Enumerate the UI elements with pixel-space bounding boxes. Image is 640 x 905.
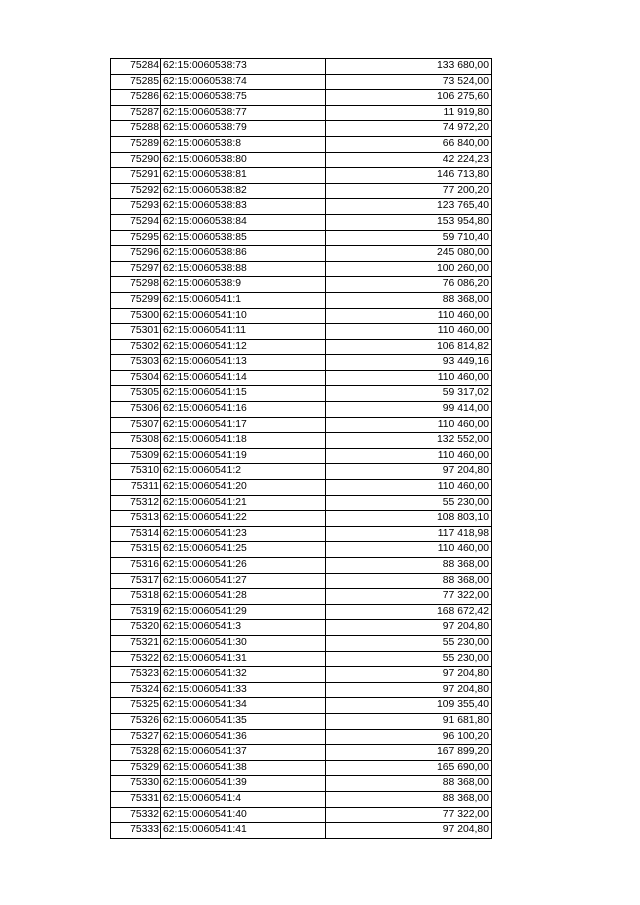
cadastral-number-cell: 62:15:0060541:2: [161, 464, 326, 480]
row-number-cell: 75298: [111, 277, 161, 293]
row-number-cell: 75285: [111, 74, 161, 90]
row-number-cell: 75294: [111, 214, 161, 230]
value-cell: 108 803,10: [326, 511, 492, 527]
value-cell: 153 954,80: [326, 214, 492, 230]
row-number-cell: 75331: [111, 791, 161, 807]
cadastral-number-cell: 62:15:0060541:22: [161, 511, 326, 527]
value-cell: 110 460,00: [326, 448, 492, 464]
cadastral-number-cell: 62:15:0060541:33: [161, 682, 326, 698]
table-row: [111, 776, 492, 792]
table-row: [111, 604, 492, 620]
value-cell: 110 460,00: [326, 324, 492, 340]
table-row: [111, 214, 492, 230]
table-row: [111, 667, 492, 683]
value-cell: 97 204,80: [326, 823, 492, 839]
row-number-cell: 75327: [111, 729, 161, 745]
value-cell: 11 919,80: [326, 105, 492, 121]
row-number-cell: 75297: [111, 261, 161, 277]
row-number-cell: 75328: [111, 745, 161, 761]
value-cell: 146 713,80: [326, 168, 492, 184]
value-cell: 168 672,42: [326, 604, 492, 620]
table-row: [111, 74, 492, 90]
table-row: [111, 136, 492, 152]
value-cell: 96 100,20: [326, 729, 492, 745]
value-cell: 110 460,00: [326, 370, 492, 386]
row-number-cell: 75295: [111, 230, 161, 246]
row-number-cell: 75321: [111, 635, 161, 651]
value-cell: 77 200,20: [326, 183, 492, 199]
cadastral-number-cell: 62:15:0060541:20: [161, 480, 326, 496]
value-cell: 88 368,00: [326, 776, 492, 792]
value-cell: 133 680,00: [326, 59, 492, 75]
cadastral-number-cell: 62:15:0060538:77: [161, 105, 326, 121]
row-number-cell: 75316: [111, 558, 161, 574]
cadastral-number-cell: 62:15:0060541:40: [161, 807, 326, 823]
cadastral-number-cell: 62:15:0060541:16: [161, 402, 326, 418]
cadastral-number-cell: 62:15:0060541:27: [161, 573, 326, 589]
cadastral-number-cell: 62:15:0060541:31: [161, 651, 326, 667]
row-number-cell: 75319: [111, 604, 161, 620]
table-row: [111, 635, 492, 651]
row-number-cell: 75304: [111, 370, 161, 386]
row-number-cell: 75313: [111, 511, 161, 527]
value-cell: 117 418,98: [326, 526, 492, 542]
value-cell: 55 230,00: [326, 495, 492, 511]
table-row: [111, 433, 492, 449]
table-row: [111, 417, 492, 433]
cadastral-number-cell: 62:15:0060541:37: [161, 745, 326, 761]
table-row: [111, 558, 492, 574]
cadastral-number-cell: 62:15:0060541:28: [161, 589, 326, 605]
cadastral-number-cell: 62:15:0060541:13: [161, 355, 326, 371]
row-number-cell: 75324: [111, 682, 161, 698]
table-row: [111, 121, 492, 137]
table-row: [111, 542, 492, 558]
cadastral-number-cell: 62:15:0060538:86: [161, 246, 326, 262]
value-cell: 132 552,00: [326, 433, 492, 449]
row-number-cell: 75299: [111, 292, 161, 308]
value-cell: 165 690,00: [326, 760, 492, 776]
value-cell: 97 204,80: [326, 620, 492, 636]
row-number-cell: 75329: [111, 760, 161, 776]
cadastral-number-cell: 62:15:0060541:23: [161, 526, 326, 542]
cadastral-number-cell: 62:15:0060538:80: [161, 152, 326, 168]
value-cell: 59 317,02: [326, 386, 492, 402]
row-number-cell: 75302: [111, 339, 161, 355]
cadastral-number-cell: 62:15:0060538:88: [161, 261, 326, 277]
cadastral-number-cell: 62:15:0060538:83: [161, 199, 326, 215]
value-cell: 99 414,00: [326, 402, 492, 418]
value-cell: 245 080,00: [326, 246, 492, 262]
cadastral-number-cell: 62:15:0060538:82: [161, 183, 326, 199]
row-number-cell: 75309: [111, 448, 161, 464]
value-cell: 106 814,82: [326, 339, 492, 355]
table-row: [111, 261, 492, 277]
value-cell: 110 460,00: [326, 480, 492, 496]
row-number-cell: 75284: [111, 59, 161, 75]
table-row: [111, 495, 492, 511]
table-row: [111, 823, 492, 839]
table-row: [111, 152, 492, 168]
table-row: [111, 589, 492, 605]
table-row: [111, 791, 492, 807]
table-row: [111, 168, 492, 184]
cadastral-number-cell: 62:15:0060541:14: [161, 370, 326, 386]
value-cell: 91 681,80: [326, 713, 492, 729]
cadastral-number-cell: 62:15:0060541:17: [161, 417, 326, 433]
row-number-cell: 75326: [111, 713, 161, 729]
value-cell: 66 840,00: [326, 136, 492, 152]
table-row: [111, 620, 492, 636]
value-cell: 88 368,00: [326, 558, 492, 574]
row-number-cell: 75307: [111, 417, 161, 433]
value-cell: 42 224,23: [326, 152, 492, 168]
value-cell: 123 765,40: [326, 199, 492, 215]
table-row: [111, 448, 492, 464]
cadastral-number-cell: 62:15:0060538:85: [161, 230, 326, 246]
cadastral-number-cell: 62:15:0060541:10: [161, 308, 326, 324]
cadastral-number-cell: 62:15:0060541:29: [161, 604, 326, 620]
cadastral-value-table: [110, 58, 492, 839]
cadastral-number-cell: 62:15:0060541:26: [161, 558, 326, 574]
value-cell: 88 368,00: [326, 292, 492, 308]
cadastral-number-cell: 62:15:0060541:35: [161, 713, 326, 729]
table-row: [111, 370, 492, 386]
cadastral-number-cell: 62:15:0060541:41: [161, 823, 326, 839]
cadastral-number-cell: 62:15:0060538:8: [161, 136, 326, 152]
value-cell: 110 460,00: [326, 542, 492, 558]
cadastral-number-cell: 62:15:0060538:75: [161, 90, 326, 106]
value-cell: 59 710,40: [326, 230, 492, 246]
value-cell: 55 230,00: [326, 651, 492, 667]
cadastral-number-cell: 62:15:0060538:74: [161, 74, 326, 90]
row-number-cell: 75308: [111, 433, 161, 449]
row-number-cell: 75288: [111, 121, 161, 137]
row-number-cell: 75318: [111, 589, 161, 605]
table-row: [111, 355, 492, 371]
table-row: [111, 511, 492, 527]
table-row: [111, 292, 492, 308]
table-row: [111, 339, 492, 355]
row-number-cell: 75323: [111, 667, 161, 683]
table-row: [111, 682, 492, 698]
table-row: [111, 480, 492, 496]
cadastral-number-cell: 62:15:0060541:12: [161, 339, 326, 355]
row-number-cell: 75333: [111, 823, 161, 839]
cadastral-number-cell: 62:15:0060541:18: [161, 433, 326, 449]
cadastral-number-cell: 62:15:0060541:30: [161, 635, 326, 651]
row-number-cell: 75293: [111, 199, 161, 215]
cadastral-number-cell: 62:15:0060538:79: [161, 121, 326, 137]
value-cell: 73 524,00: [326, 74, 492, 90]
value-cell: 93 449,16: [326, 355, 492, 371]
row-number-cell: 75296: [111, 246, 161, 262]
row-number-cell: 75305: [111, 386, 161, 402]
cadastral-number-cell: 62:15:0060538:73: [161, 59, 326, 75]
row-number-cell: 75314: [111, 526, 161, 542]
table-body: [111, 59, 492, 839]
cadastral-number-cell: 62:15:0060541:25: [161, 542, 326, 558]
cadastral-number-cell: 62:15:0060541:19: [161, 448, 326, 464]
table-row: [111, 308, 492, 324]
row-number-cell: 75320: [111, 620, 161, 636]
row-number-cell: 75303: [111, 355, 161, 371]
value-cell: 167 899,20: [326, 745, 492, 761]
row-number-cell: 75322: [111, 651, 161, 667]
cadastral-number-cell: 62:15:0060541:32: [161, 667, 326, 683]
value-cell: 110 460,00: [326, 308, 492, 324]
table-row: [111, 807, 492, 823]
table-row: [111, 230, 492, 246]
table-row: [111, 698, 492, 714]
row-number-cell: 75300: [111, 308, 161, 324]
table-row: [111, 526, 492, 542]
row-number-cell: 75306: [111, 402, 161, 418]
cadastral-number-cell: 62:15:0060538:81: [161, 168, 326, 184]
table-row: [111, 651, 492, 667]
table-row: [111, 246, 492, 262]
cadastral-number-cell: 62:15:0060541:21: [161, 495, 326, 511]
table-row: [111, 277, 492, 293]
value-cell: 55 230,00: [326, 635, 492, 651]
value-cell: 88 368,00: [326, 573, 492, 589]
row-number-cell: 75315: [111, 542, 161, 558]
cadastral-number-cell: 62:15:0060541:1: [161, 292, 326, 308]
table-row: [111, 90, 492, 106]
cadastral-number-cell: 62:15:0060538:84: [161, 214, 326, 230]
table-row: [111, 402, 492, 418]
cadastral-number-cell: 62:15:0060541:3: [161, 620, 326, 636]
cadastral-number-cell: 62:15:0060541:4: [161, 791, 326, 807]
value-cell: 76 086,20: [326, 277, 492, 293]
row-number-cell: 75290: [111, 152, 161, 168]
table-row: [111, 105, 492, 121]
row-number-cell: 75311: [111, 480, 161, 496]
row-number-cell: 75291: [111, 168, 161, 184]
value-cell: 100 260,00: [326, 261, 492, 277]
cadastral-number-cell: 62:15:0060541:15: [161, 386, 326, 402]
table-row: [111, 59, 492, 75]
value-cell: 77 322,00: [326, 807, 492, 823]
cadastral-number-cell: 62:15:0060541:11: [161, 324, 326, 340]
row-number-cell: 75292: [111, 183, 161, 199]
row-number-cell: 75310: [111, 464, 161, 480]
table-row: [111, 745, 492, 761]
cadastral-number-cell: 62:15:0060538:9: [161, 277, 326, 293]
row-number-cell: 75332: [111, 807, 161, 823]
table-row: [111, 464, 492, 480]
table-row: [111, 729, 492, 745]
value-cell: 77 322,00: [326, 589, 492, 605]
row-number-cell: 75330: [111, 776, 161, 792]
value-cell: 106 275,60: [326, 90, 492, 106]
value-cell: 109 355,40: [326, 698, 492, 714]
row-number-cell: 75287: [111, 105, 161, 121]
cadastral-number-cell: 62:15:0060541:34: [161, 698, 326, 714]
value-cell: 97 204,80: [326, 667, 492, 683]
table-row: [111, 199, 492, 215]
value-cell: 97 204,80: [326, 464, 492, 480]
value-cell: 74 972,20: [326, 121, 492, 137]
table-row: [111, 386, 492, 402]
cadastral-number-cell: 62:15:0060541:38: [161, 760, 326, 776]
value-cell: 110 460,00: [326, 417, 492, 433]
value-cell: 97 204,80: [326, 682, 492, 698]
cadastral-number-cell: 62:15:0060541:36: [161, 729, 326, 745]
row-number-cell: 75325: [111, 698, 161, 714]
cadastral-number-cell: 62:15:0060541:39: [161, 776, 326, 792]
table-row: [111, 760, 492, 776]
row-number-cell: 75289: [111, 136, 161, 152]
row-number-cell: 75317: [111, 573, 161, 589]
table-row: [111, 573, 492, 589]
table-row: [111, 183, 492, 199]
row-number-cell: 75312: [111, 495, 161, 511]
table-row: [111, 324, 492, 340]
row-number-cell: 75301: [111, 324, 161, 340]
table-row: [111, 713, 492, 729]
row-number-cell: 75286: [111, 90, 161, 106]
value-cell: 88 368,00: [326, 791, 492, 807]
